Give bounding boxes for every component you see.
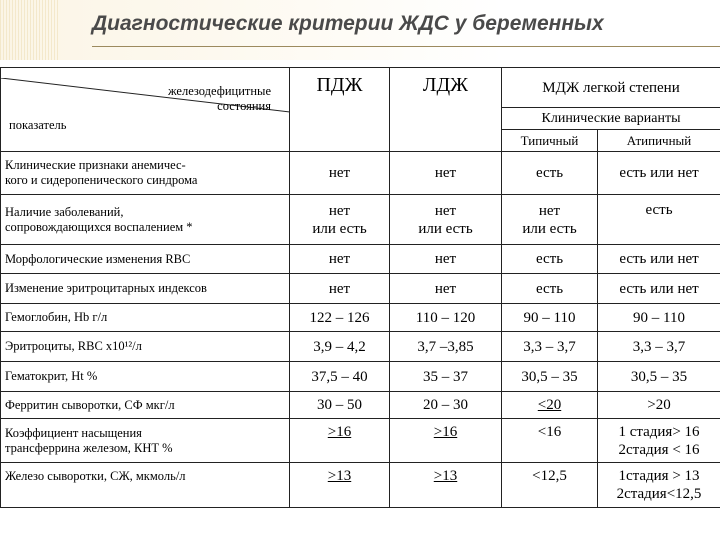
corner-cell: [1, 68, 290, 152]
table-row: [1, 392, 720, 419]
cell-lzh: 110 – 120: [390, 304, 502, 332]
table-row: [1, 463, 720, 508]
corner-bottom-text: показатель: [9, 117, 67, 132]
cell-atypical: 90 – 110: [598, 304, 720, 332]
cell-atypical: есть или нет: [598, 274, 720, 304]
header-mzh: МДЖ легкой степени: [502, 68, 720, 108]
cell-typical: нет или есть: [502, 195, 598, 245]
cell-typical: <12,5: [502, 463, 598, 508]
header-variants: Клинические варианты: [502, 108, 720, 130]
cell-pzh: >13: [290, 463, 390, 508]
cell-pzh: 37,5 – 40: [290, 362, 390, 392]
page-title: Диагностические критерии ЖДС у беременных: [92, 12, 604, 35]
table-row: [1, 274, 720, 304]
cell-lzh: 3,7 –3,85: [390, 332, 502, 362]
cell-lzh: нет или есть: [390, 195, 502, 245]
row-label: Морфологические изменения RBC: [1, 245, 290, 274]
corner-top-line1: железодефицитные: [167, 83, 271, 98]
cell-pzh: нет или есть: [290, 195, 390, 245]
cell-pzh: 122 – 126: [290, 304, 390, 332]
table-row: [1, 419, 720, 463]
corner-top-text: [168, 84, 271, 114]
table-row: [1, 304, 720, 332]
cell-pzh: нет: [290, 245, 390, 274]
criteria-table: [0, 67, 720, 508]
title-underline: [92, 46, 720, 47]
cell-pzh: >16: [290, 419, 390, 463]
cell-typical: 30,5 – 35: [502, 362, 598, 392]
header-atypical: Атипичный: [598, 130, 720, 152]
cell-lzh: 35 – 37: [390, 362, 502, 392]
row-label: Железо сыворотки, СЖ, мкмоль/л: [1, 463, 290, 508]
row-label: Гематокрит, Ht %: [1, 362, 290, 392]
table-row: [1, 245, 720, 274]
cell-atypical: есть или нет: [598, 245, 720, 274]
cell-typical: 90 – 110: [502, 304, 598, 332]
cell-typical: есть: [502, 152, 598, 195]
corner-top-line2: состояния: [217, 98, 271, 113]
row-label: Изменение эритроцитарных индексов: [1, 274, 290, 304]
header-typical: Типичный: [502, 130, 598, 152]
cell-typical: <16: [502, 419, 598, 463]
cell-pzh: 30 – 50: [290, 392, 390, 419]
row-label: Наличие заболеваний, сопровождающихся воспалением *: [1, 195, 290, 245]
cell-pzh: 3,9 – 4,2: [290, 332, 390, 362]
header-row: [1, 68, 720, 108]
cell-typical: <20: [502, 392, 598, 419]
cell-lzh: 20 – 30: [390, 392, 502, 419]
cell-atypical: есть или нет: [598, 152, 720, 195]
cell-atypical: 30,5 – 35: [598, 362, 720, 392]
cell-lzh: нет: [390, 274, 502, 304]
cell-lzh: >16: [390, 419, 502, 463]
cell-pzh: нет: [290, 274, 390, 304]
cell-atypical: >20: [598, 392, 720, 419]
row-label: Коэффициент насыщения трансферрина железом, КНТ %: [1, 419, 290, 463]
table-row: [1, 152, 720, 195]
cell-atypical: 1 стадия> 16 2стадия < 16: [598, 419, 720, 463]
cell-atypical: 3,3 – 3,7: [598, 332, 720, 362]
cell-lzh: нет: [390, 245, 502, 274]
header-lzh: ЛДЖ: [390, 68, 502, 152]
cell-typical: 3,3 – 3,7: [502, 332, 598, 362]
row-label: Гемоглобин, Hb г/л: [1, 304, 290, 332]
cell-lzh: >13: [390, 463, 502, 508]
header-pzh: ПДЖ: [290, 68, 390, 152]
cell-atypical: 1стадия > 13 2стадия<12,5: [598, 463, 720, 508]
row-label: Клинические признаки анемичес- кого и сидеропенического синдрома: [1, 152, 290, 195]
decorative-hatch: [0, 0, 60, 60]
row-label: Ферритин сыворотки, СФ мкг/л: [1, 392, 290, 419]
cell-typical: есть: [502, 274, 598, 304]
cell-lzh: нет: [390, 152, 502, 195]
cell-typical: есть: [502, 245, 598, 274]
table-row: [1, 362, 720, 392]
cell-atypical: есть: [598, 195, 720, 245]
table-row: [1, 332, 720, 362]
row-label: Эритроциты, RBC х10¹²/л: [1, 332, 290, 362]
cell-pzh: нет: [290, 152, 390, 195]
table-row: [1, 195, 720, 245]
